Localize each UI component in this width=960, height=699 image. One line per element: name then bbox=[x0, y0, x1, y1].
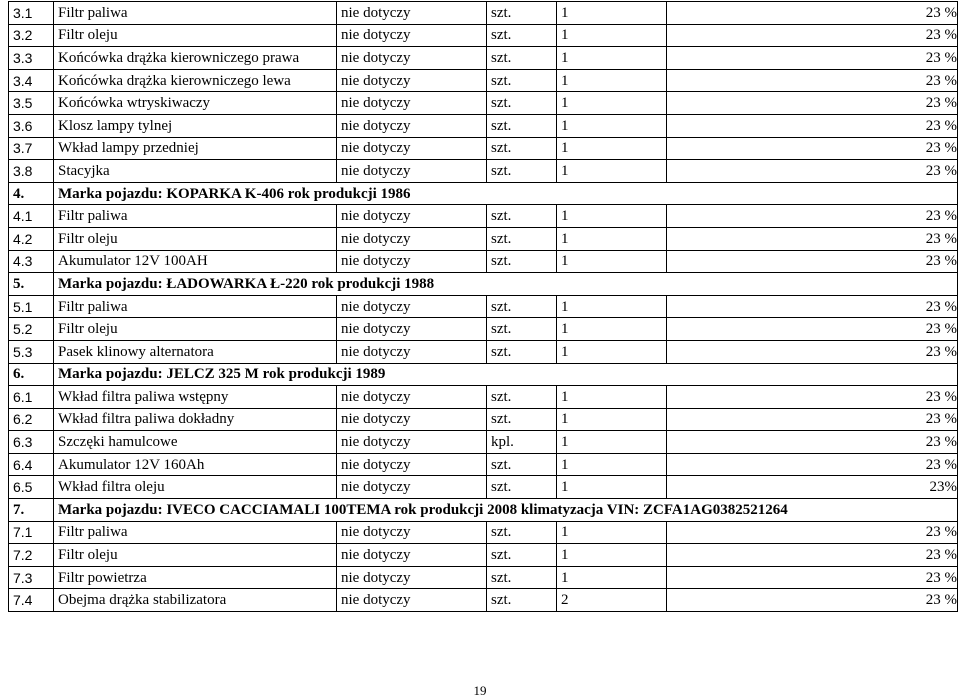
item-name: Filtr oleju bbox=[54, 544, 337, 567]
item-number: 3.7 bbox=[9, 137, 54, 160]
item-note: nie dotyczy bbox=[337, 295, 487, 318]
item-note: nie dotyczy bbox=[337, 544, 487, 567]
item-number: 7.4 bbox=[9, 589, 54, 612]
item-number: 4.2 bbox=[9, 227, 54, 250]
item-note: nie dotyczy bbox=[337, 521, 487, 544]
item-name: Klosz lampy tylnej bbox=[54, 114, 337, 137]
table-row bbox=[9, 227, 958, 250]
item-unit: kpl. bbox=[487, 431, 557, 454]
section-number: 6. bbox=[9, 363, 54, 386]
item-name: Pasek klinowy alternatora bbox=[54, 340, 337, 363]
item-unit: szt. bbox=[487, 340, 557, 363]
item-quantity: 1 bbox=[557, 92, 667, 115]
item-unit: szt. bbox=[487, 408, 557, 431]
table-row bbox=[9, 589, 958, 612]
item-note: nie dotyczy bbox=[337, 453, 487, 476]
item-unit: szt. bbox=[487, 24, 557, 47]
item-unit: szt. bbox=[487, 386, 557, 409]
item-number: 3.8 bbox=[9, 160, 54, 183]
item-vat-rate: 23 % bbox=[667, 114, 958, 137]
item-unit: szt. bbox=[487, 476, 557, 499]
item-name: Wkład filtra paliwa dokładny bbox=[54, 408, 337, 431]
item-vat-rate: 23 % bbox=[667, 589, 958, 612]
item-number: 5.1 bbox=[9, 295, 54, 318]
item-number: 5.2 bbox=[9, 318, 54, 341]
item-number: 3.4 bbox=[9, 69, 54, 92]
item-vat-rate: 23 % bbox=[667, 521, 958, 544]
item-number: 5.3 bbox=[9, 340, 54, 363]
item-quantity: 1 bbox=[557, 521, 667, 544]
item-note: nie dotyczy bbox=[337, 69, 487, 92]
item-unit: szt. bbox=[487, 453, 557, 476]
item-number: 6.5 bbox=[9, 476, 54, 499]
item-number: 3.2 bbox=[9, 24, 54, 47]
item-unit: szt. bbox=[487, 295, 557, 318]
item-note: nie dotyczy bbox=[337, 227, 487, 250]
item-quantity: 1 bbox=[557, 250, 667, 273]
item-quantity: 1 bbox=[557, 431, 667, 454]
item-quantity: 1 bbox=[557, 2, 667, 25]
item-name: Obejma drążka stabilizatora bbox=[54, 589, 337, 612]
table-row bbox=[9, 295, 958, 318]
table-row bbox=[9, 160, 958, 183]
item-name: Stacyjka bbox=[54, 160, 337, 183]
table-row bbox=[9, 544, 958, 567]
item-note: nie dotyczy bbox=[337, 318, 487, 341]
item-number: 7.1 bbox=[9, 521, 54, 544]
item-number: 7.3 bbox=[9, 566, 54, 589]
item-unit: szt. bbox=[487, 2, 557, 25]
item-unit: szt. bbox=[487, 250, 557, 273]
item-unit: szt. bbox=[487, 160, 557, 183]
item-note: nie dotyczy bbox=[337, 476, 487, 499]
item-quantity: 1 bbox=[557, 69, 667, 92]
table-row bbox=[9, 47, 958, 70]
table-row bbox=[9, 476, 958, 499]
item-vat-rate: 23 % bbox=[667, 295, 958, 318]
item-note: nie dotyczy bbox=[337, 2, 487, 25]
section-header-row bbox=[9, 273, 958, 296]
item-vat-rate: 23 % bbox=[667, 408, 958, 431]
item-quantity: 1 bbox=[557, 566, 667, 589]
item-note: nie dotyczy bbox=[337, 205, 487, 228]
item-vat-rate: 23 % bbox=[667, 318, 958, 341]
table-row bbox=[9, 386, 958, 409]
item-unit: szt. bbox=[487, 92, 557, 115]
table-row bbox=[9, 2, 958, 25]
item-name: Filtr paliwa bbox=[54, 295, 337, 318]
item-quantity: 1 bbox=[557, 386, 667, 409]
item-note: nie dotyczy bbox=[337, 114, 487, 137]
item-vat-rate: 23 % bbox=[667, 566, 958, 589]
item-name: Wkład filtra oleju bbox=[54, 476, 337, 499]
table-row bbox=[9, 318, 958, 341]
section-header-row bbox=[9, 363, 958, 386]
item-vat-rate: 23 % bbox=[667, 47, 958, 70]
item-number: 6.4 bbox=[9, 453, 54, 476]
item-vat-rate: 23 % bbox=[667, 69, 958, 92]
item-unit: szt. bbox=[487, 227, 557, 250]
item-vat-rate: 23 % bbox=[667, 544, 958, 567]
item-vat-rate: 23 % bbox=[667, 137, 958, 160]
item-name: Końcówka wtryskiwaczy bbox=[54, 92, 337, 115]
item-name: Filtr oleju bbox=[54, 318, 337, 341]
item-name: Filtr powietrza bbox=[54, 566, 337, 589]
item-name: Filtr paliwa bbox=[54, 521, 337, 544]
item-vat-rate: 23 % bbox=[667, 160, 958, 183]
table-row bbox=[9, 92, 958, 115]
item-name: Filtr oleju bbox=[54, 227, 337, 250]
item-note: nie dotyczy bbox=[337, 566, 487, 589]
item-name: Wkład lampy przedniej bbox=[54, 137, 337, 160]
item-number: 6.1 bbox=[9, 386, 54, 409]
table-row bbox=[9, 453, 958, 476]
item-name: Końcówka drążka kierowniczego prawa bbox=[54, 47, 337, 70]
item-unit: szt. bbox=[487, 544, 557, 567]
item-vat-rate: 23 % bbox=[667, 340, 958, 363]
item-number: 3.6 bbox=[9, 114, 54, 137]
item-quantity: 1 bbox=[557, 340, 667, 363]
item-name: Akumulator 12V 160Ah bbox=[54, 453, 337, 476]
item-note: nie dotyczy bbox=[337, 250, 487, 273]
table-row bbox=[9, 137, 958, 160]
item-quantity: 1 bbox=[557, 318, 667, 341]
item-name: Akumulator 12V 100AH bbox=[54, 250, 337, 273]
item-quantity: 2 bbox=[557, 589, 667, 612]
item-quantity: 1 bbox=[557, 160, 667, 183]
table-row bbox=[9, 24, 958, 47]
item-unit: szt. bbox=[487, 566, 557, 589]
item-note: nie dotyczy bbox=[337, 340, 487, 363]
table-row bbox=[9, 431, 958, 454]
page-number: 19 bbox=[473, 683, 487, 698]
item-quantity: 1 bbox=[557, 295, 667, 318]
section-header-row bbox=[9, 182, 958, 205]
item-vat-rate: 23 % bbox=[667, 386, 958, 409]
item-vat-rate: 23 % bbox=[667, 205, 958, 228]
item-unit: szt. bbox=[487, 47, 557, 70]
item-note: nie dotyczy bbox=[337, 137, 487, 160]
item-number: 6.2 bbox=[9, 408, 54, 431]
item-note: nie dotyczy bbox=[337, 160, 487, 183]
item-quantity: 1 bbox=[557, 137, 667, 160]
item-number: 3.5 bbox=[9, 92, 54, 115]
item-name: Końcówka drążka kierowniczego lewa bbox=[54, 69, 337, 92]
section-number: 4. bbox=[9, 182, 54, 205]
item-quantity: 1 bbox=[557, 476, 667, 499]
item-quantity: 1 bbox=[557, 408, 667, 431]
item-quantity: 1 bbox=[557, 47, 667, 70]
item-vat-rate: 23 % bbox=[667, 250, 958, 273]
item-quantity: 1 bbox=[557, 453, 667, 476]
item-vat-rate: 23 % bbox=[667, 24, 958, 47]
item-quantity: 1 bbox=[557, 114, 667, 137]
table-row bbox=[9, 408, 958, 431]
item-note: nie dotyczy bbox=[337, 92, 487, 115]
item-note: nie dotyczy bbox=[337, 47, 487, 70]
item-unit: szt. bbox=[487, 205, 557, 228]
table-row bbox=[9, 340, 958, 363]
item-name: Wkład filtra paliwa wstępny bbox=[54, 386, 337, 409]
item-vat-rate: 23 % bbox=[667, 431, 958, 454]
item-name: Filtr oleju bbox=[54, 24, 337, 47]
item-vat-rate: 23 % bbox=[667, 2, 958, 25]
item-unit: szt. bbox=[487, 69, 557, 92]
item-vat-rate: 23 % bbox=[667, 227, 958, 250]
item-quantity: 1 bbox=[557, 227, 667, 250]
parts-table bbox=[8, 1, 958, 612]
section-title: Marka pojazdu: ŁADOWARKA Ł-220 rok produkcji 1988 bbox=[54, 273, 958, 296]
item-note: nie dotyczy bbox=[337, 589, 487, 612]
item-vat-rate: 23 % bbox=[667, 92, 958, 115]
item-unit: szt. bbox=[487, 589, 557, 612]
item-quantity: 1 bbox=[557, 544, 667, 567]
item-number: 6.3 bbox=[9, 431, 54, 454]
item-unit: szt. bbox=[487, 137, 557, 160]
item-name: Filtr paliwa bbox=[54, 2, 337, 25]
item-number: 3.1 bbox=[9, 2, 54, 25]
section-number: 5. bbox=[9, 273, 54, 296]
table-row bbox=[9, 521, 958, 544]
item-unit: szt. bbox=[487, 114, 557, 137]
item-note: nie dotyczy bbox=[337, 386, 487, 409]
section-number: 7. bbox=[9, 499, 54, 522]
section-title: Marka pojazdu: KOPARKA K-406 rok produkcji 1986 bbox=[54, 182, 958, 205]
table-row bbox=[9, 69, 958, 92]
item-number: 7.2 bbox=[9, 544, 54, 567]
item-quantity: 1 bbox=[557, 205, 667, 228]
item-unit: szt. bbox=[487, 318, 557, 341]
item-note: nie dotyczy bbox=[337, 408, 487, 431]
table-row bbox=[9, 250, 958, 273]
section-title: Marka pojazdu: IVECO CACCIAMALI 100TEMA rok produkcji 2008 klimatyzacja VIN: ZCFA1AG0382521264 bbox=[54, 499, 958, 522]
item-unit: szt. bbox=[487, 521, 557, 544]
table-row bbox=[9, 566, 958, 589]
table-row bbox=[9, 205, 958, 228]
item-number: 4.3 bbox=[9, 250, 54, 273]
item-number: 3.3 bbox=[9, 47, 54, 70]
item-vat-rate: 23 % bbox=[667, 453, 958, 476]
item-note: nie dotyczy bbox=[337, 24, 487, 47]
section-title: Marka pojazdu: JELCZ 325 M rok produkcji 1989 bbox=[54, 363, 958, 386]
section-header-row bbox=[9, 499, 958, 522]
parts-table-body bbox=[9, 2, 958, 612]
item-note: nie dotyczy bbox=[337, 431, 487, 454]
item-vat-rate: 23% bbox=[667, 476, 958, 499]
table-row bbox=[9, 114, 958, 137]
item-number: 4.1 bbox=[9, 205, 54, 228]
item-name: Szczęki hamulcowe bbox=[54, 431, 337, 454]
item-name: Filtr paliwa bbox=[54, 205, 337, 228]
item-quantity: 1 bbox=[557, 24, 667, 47]
